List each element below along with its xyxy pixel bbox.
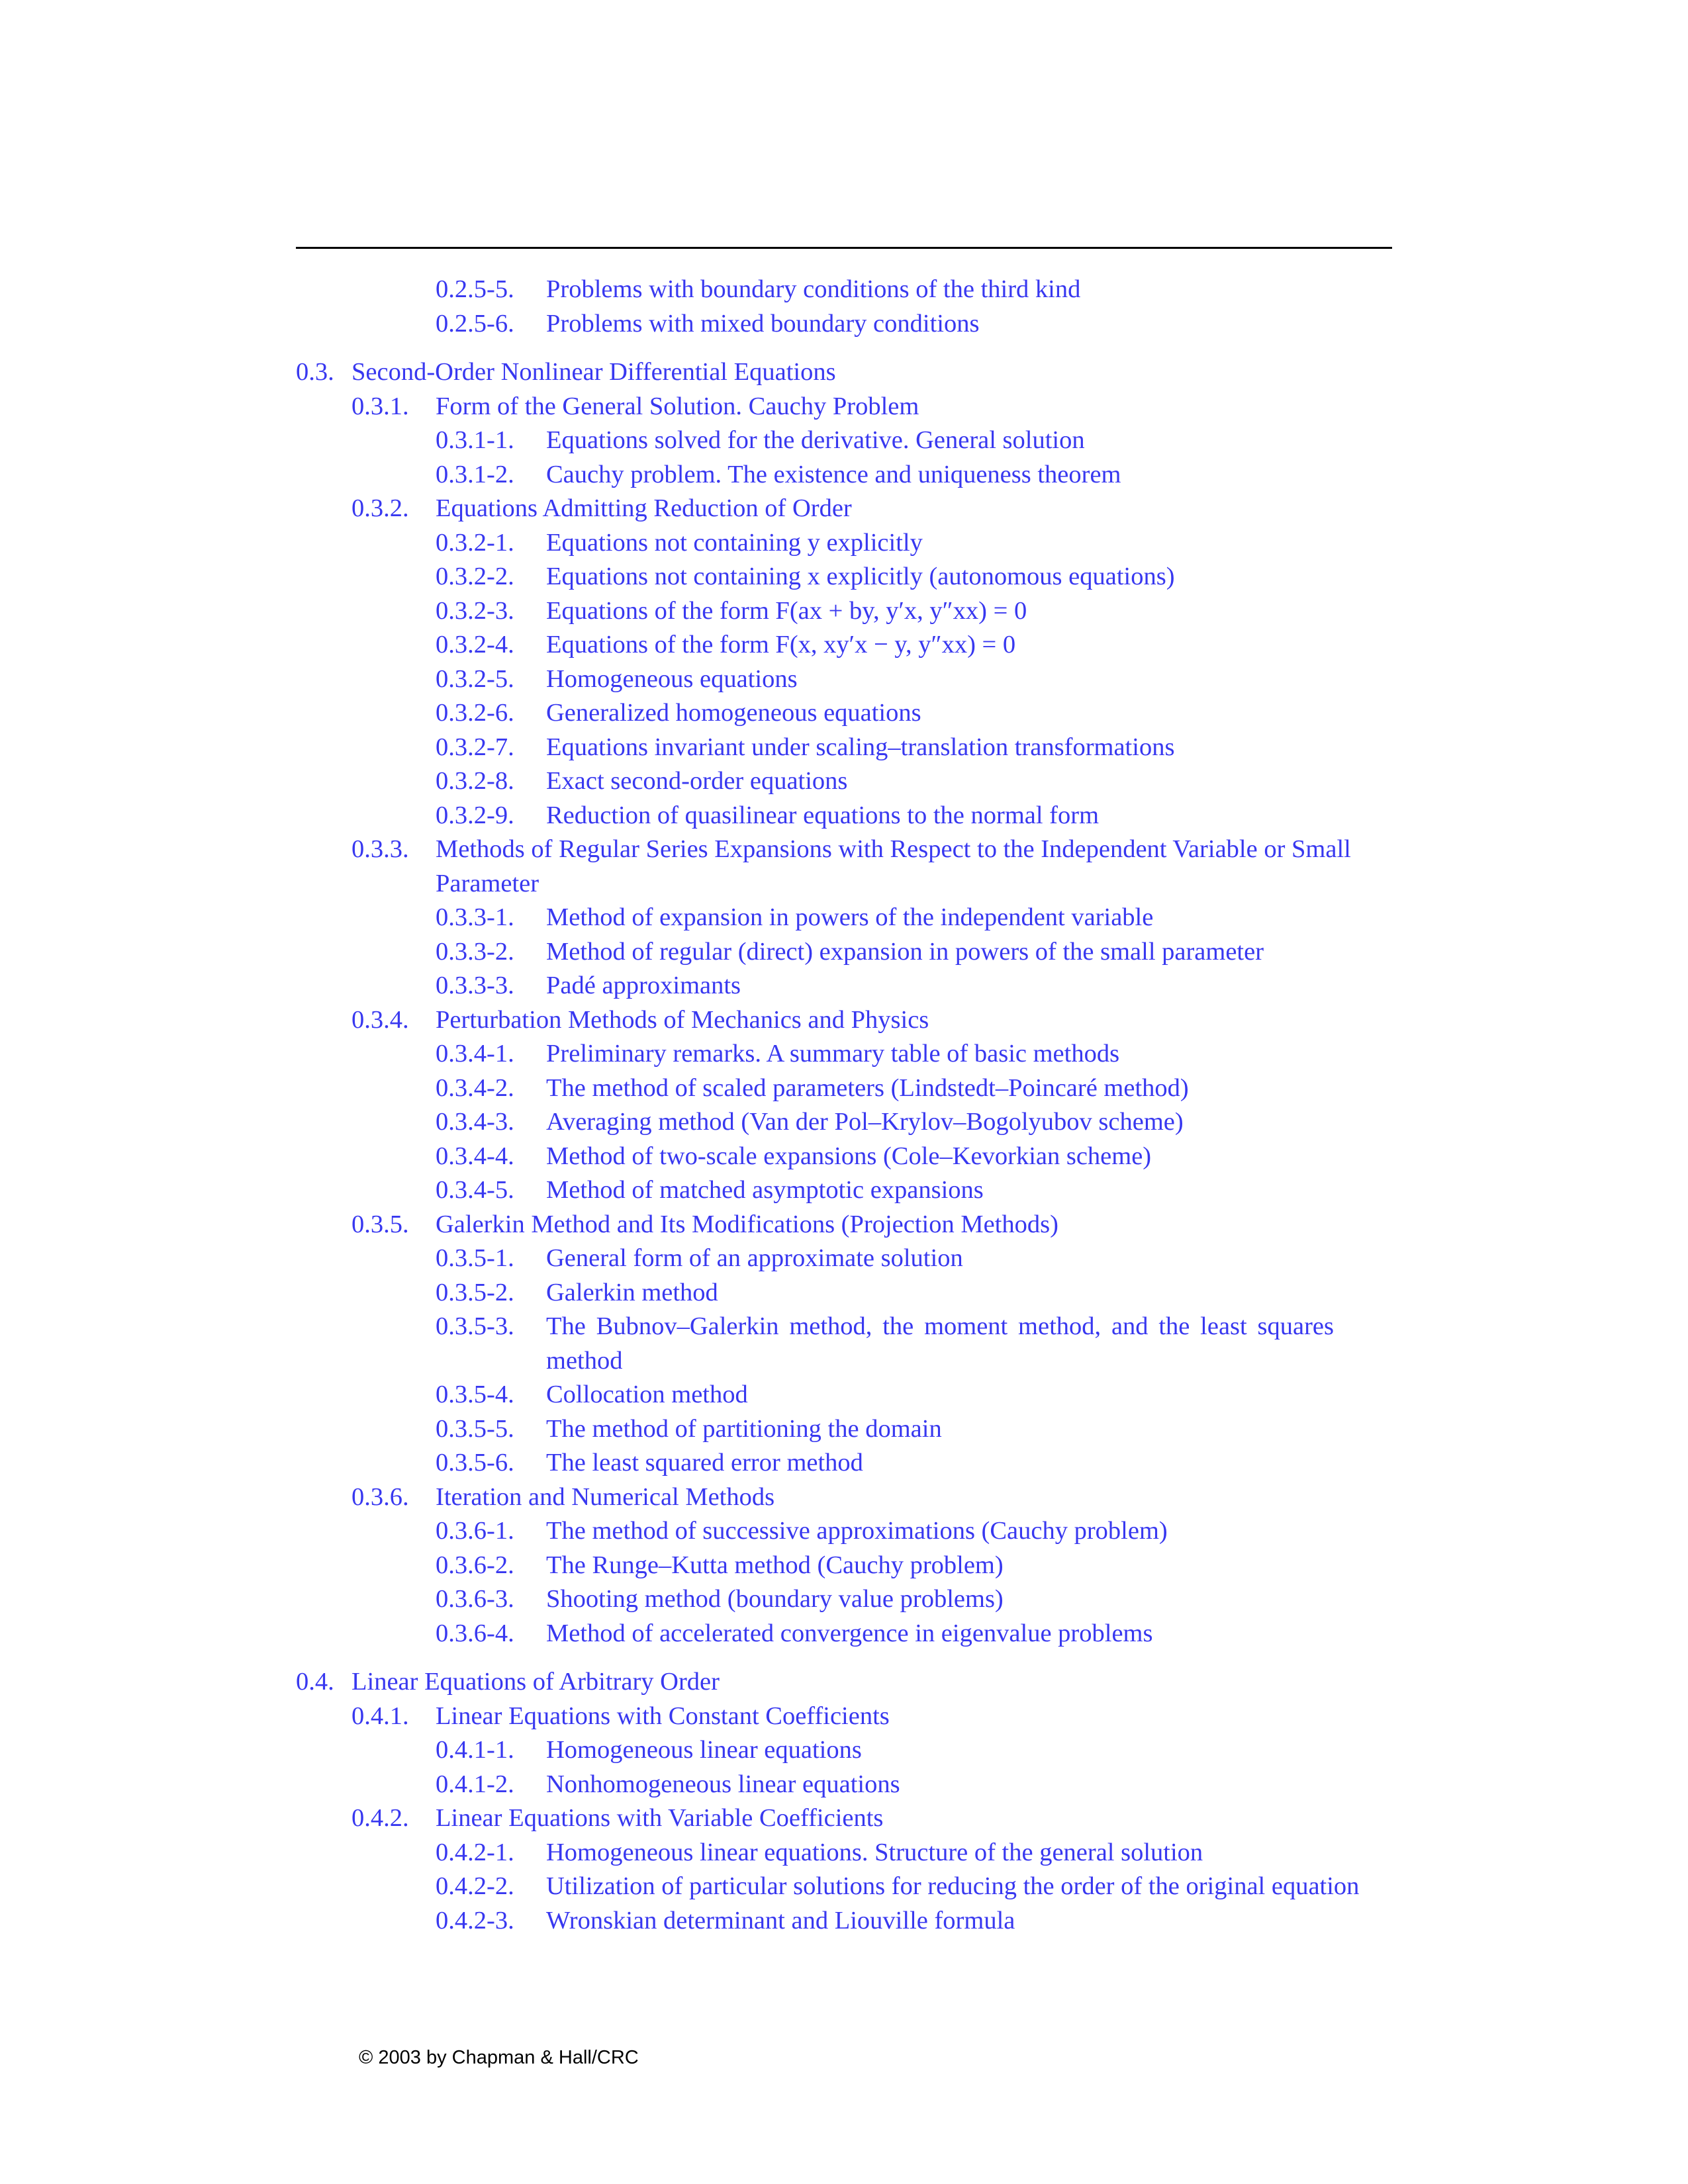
- toc-entry[interactable]: [296, 764, 1392, 799]
- toc-entry[interactable]: [296, 1904, 1392, 1938]
- toc-entry-title: Preliminary remarks. A summary table of basic methods: [546, 1040, 1120, 1068]
- toc-entry-title: Cauchy problem. The existence and uniqueness theorem: [546, 460, 1121, 488]
- toc-entry-title: Linear Equations of Arbitrary Order: [352, 1668, 720, 1696]
- toc-entry[interactable]: [296, 1733, 1392, 1768]
- toc-entry-title: Collocation method: [546, 1381, 748, 1408]
- toc-entry-number: 0.2.5-5.: [436, 275, 514, 303]
- toc-entry[interactable]: [296, 1617, 1392, 1651]
- toc-entry-number: 0.4.2-2.: [436, 1872, 514, 1900]
- toc-entry-number: 0.3.4-4.: [436, 1142, 514, 1170]
- toc-entry-title: Padé approximants: [546, 972, 741, 999]
- toc-subsection[interactable]: [296, 1003, 1392, 1038]
- toc-entry-number: 0.3.5-3.: [436, 1312, 514, 1340]
- toc-entry-title: Generalized homogeneous equations: [546, 699, 921, 727]
- toc-entry[interactable]: [296, 1836, 1392, 1870]
- toc-entry-number: 0.4.: [296, 1668, 334, 1696]
- toc-subsection[interactable]: [296, 1700, 1392, 1734]
- toc-entry[interactable]: [296, 560, 1392, 594]
- toc-entry[interactable]: [296, 594, 1392, 629]
- toc-entry-title: Homogeneous linear equations: [546, 1736, 862, 1764]
- toc-entry-number: 0.3.5.: [352, 1210, 409, 1238]
- toc-entry-number: 0.3.3-3.: [436, 972, 514, 999]
- toc-entry[interactable]: [296, 1870, 1392, 1904]
- toc-entry-number: 0.3.3-2.: [436, 937, 514, 966]
- toc-entry[interactable]: [296, 1412, 1392, 1447]
- toc-entry-title: The method of scaled parameters (Lindstedt–Poincaré method): [546, 1073, 1189, 1102]
- toc-entry-number: 0.3.6-4.: [436, 1619, 514, 1647]
- toc-entry-number: 0.3.5-4.: [436, 1381, 514, 1408]
- toc-entry-title: Equations not containing y explicitly: [546, 528, 923, 557]
- toc-entry-number: 0.3.3-1.: [436, 903, 514, 931]
- toc-entry-number: 0.3.4-1.: [436, 1040, 514, 1068]
- toc-subsection[interactable]: [296, 833, 1392, 901]
- toc-entry-title: Galerkin method: [546, 1278, 718, 1306]
- toc-entry[interactable]: [296, 935, 1392, 970]
- toc-entry[interactable]: [296, 901, 1392, 935]
- copyright-footer: © 2003 by Chapman & Hall/CRC: [359, 2047, 639, 2068]
- toc-subsection[interactable]: [296, 1480, 1392, 1515]
- toc-entry-number: 0.3.2-6.: [436, 699, 514, 727]
- toc-entry-number: 0.3.5-1.: [436, 1244, 514, 1272]
- toc-section-heading[interactable]: [296, 1665, 1392, 1700]
- toc-entry[interactable]: [296, 458, 1392, 492]
- toc-subsection[interactable]: [296, 492, 1392, 526]
- toc-entry-number: 0.4.2-3.: [436, 1906, 514, 1934]
- toc-entry-number: 0.3.4-3.: [436, 1108, 514, 1136]
- toc-entry-title: Form of the General Solution. Cauchy Problem: [436, 392, 919, 420]
- toc-entry-number: 0.3.1-2.: [436, 460, 514, 488]
- toc-entry-title: Linear Equations with Constant Coefficients: [436, 1702, 890, 1730]
- toc-entry-number: 0.3.4-2.: [436, 1073, 514, 1102]
- toc-entry-number: 0.3.6-2.: [436, 1551, 514, 1579]
- toc-entry[interactable]: [296, 526, 1392, 561]
- toc-entry-number: 0.3.2-4.: [436, 631, 514, 659]
- toc-entry[interactable]: [296, 1242, 1392, 1276]
- toc-entry-title: Nonhomogeneous linear equations: [546, 1770, 900, 1798]
- toc-entry-title: Equations solved for the derivative. General solution: [546, 426, 1085, 454]
- toc-entry-title: Linear Equations with Variable Coefficients: [436, 1804, 884, 1832]
- toc-entry-number: 0.3.6-1.: [436, 1517, 514, 1545]
- toc-entry-number: 0.3.5-2.: [436, 1278, 514, 1306]
- toc-entry-number: 0.3.1.: [352, 392, 409, 420]
- toc-entry-title: General form of an approximate solution: [546, 1244, 963, 1272]
- toc-entry-number: 0.3.6.: [352, 1482, 409, 1511]
- toc-entry-title: The method of successive approximations (Cauchy problem): [546, 1517, 1168, 1545]
- toc-entry-number: 0.4.2-1.: [436, 1838, 514, 1866]
- toc-entry-title: Method of regular (direct) expansion in powers of the small parameter: [546, 937, 1264, 966]
- toc-entry[interactable]: [296, 628, 1392, 662]
- toc-entry-number: 0.4.1.: [352, 1702, 409, 1730]
- toc-entry-title: Utilization of particular solutions for reducing the order of the original equation: [546, 1872, 1360, 1900]
- toc-entry-number: 0.3.5-6.: [436, 1449, 514, 1477]
- toc-entry-title: Wronskian determinant and Liouville formula: [546, 1906, 1015, 1934]
- toc-entry[interactable]: [296, 1549, 1392, 1583]
- toc-subsection[interactable]: [296, 1208, 1392, 1242]
- toc-entry-title: Exact second-order equations: [546, 767, 848, 795]
- header-rule: [296, 247, 1392, 249]
- toc-entry-title: Second-Order Nonlinear Differential Equations: [352, 358, 836, 386]
- toc-entry-number: 0.3.6-3.: [436, 1585, 514, 1613]
- toc-entry[interactable]: [296, 273, 1392, 307]
- toc-subsection[interactable]: [296, 1801, 1392, 1836]
- toc-entry-number: 0.3.5-5.: [436, 1414, 514, 1443]
- toc-entry[interactable]: [296, 1446, 1392, 1480]
- toc-entry-number: 0.3.2-3.: [436, 596, 514, 625]
- toc-entry-title: Equations invariant under scaling–translation transformations: [546, 733, 1175, 761]
- toc-entry-title: Equations Admitting Reduction of Order: [436, 494, 852, 522]
- toc-entry-title: Equations of the form F(ax + by, y′x, y″xx) = 0: [546, 596, 1027, 625]
- toc-entry-number: 0.3.3.: [352, 835, 409, 863]
- toc-entry-number: 0.3.2-1.: [436, 528, 514, 557]
- toc-subsection[interactable]: [296, 390, 1392, 424]
- toc-entry[interactable]: [296, 1037, 1392, 1071]
- toc-entry-title: The least squared error method: [546, 1449, 863, 1477]
- toc-entry[interactable]: [296, 1140, 1392, 1174]
- toc-entry-title: Equations of the form F(x, xy′x − y, y″xx) = 0: [546, 631, 1016, 659]
- toc-entry-title: Method of expansion in powers of the independent variable: [546, 903, 1154, 931]
- toc-entry-title: Shooting method (boundary value problems): [546, 1585, 1004, 1613]
- toc-entry[interactable]: [296, 1105, 1392, 1140]
- toc-entry-title: Homogeneous equations: [546, 664, 798, 693]
- toc-entry-number: 0.3.1-1.: [436, 426, 514, 454]
- toc-entry-title: Method of matched asymptotic expansions: [546, 1176, 984, 1204]
- toc-entry-title: The Runge–Kutta method (Cauchy problem): [546, 1551, 1004, 1579]
- toc-entry[interactable]: [296, 731, 1392, 765]
- toc-entry-number: 0.3.2-2.: [436, 563, 514, 590]
- toc-entry-number: 0.3.2-9.: [436, 801, 514, 829]
- toc-entry-title: Problems with mixed boundary conditions: [546, 309, 980, 338]
- toc-entry[interactable]: [296, 1276, 1392, 1310]
- toc-entry-number: 0.4.2.: [352, 1804, 409, 1832]
- toc-entry-title: Perturbation Methods of Mechanics and Physics: [436, 1005, 929, 1034]
- toc-entry-title: Iteration and Numerical Methods: [436, 1482, 775, 1511]
- toc-entry[interactable]: [296, 307, 1392, 341]
- toc-entry[interactable]: [296, 696, 1392, 731]
- toc-entry-number: 0.2.5-6.: [436, 309, 514, 338]
- toc-entry-number: 0.3.2-7.: [436, 733, 514, 761]
- toc-entry-title: Homogeneous linear equations. Structure of the general solution: [546, 1838, 1203, 1866]
- toc-entry-title: Equations not containing x explicitly (autonomous equations): [546, 563, 1175, 590]
- toc-entry[interactable]: [296, 424, 1392, 458]
- toc-entry-number: 0.4.1-2.: [436, 1770, 514, 1798]
- toc-entry-title: Problems with boundary conditions of the third kind: [546, 275, 1081, 303]
- toc-entry[interactable]: [296, 799, 1392, 833]
- toc-entry-title: Method of two-scale expansions (Cole–Kevorkian scheme): [546, 1142, 1152, 1170]
- toc-entry[interactable]: [296, 1582, 1392, 1617]
- toc-entry-number: 0.3.2-8.: [436, 767, 514, 795]
- toc-entry-title: Reduction of quasilinear equations to the normal form: [546, 801, 1100, 829]
- toc-entry-number: 0.3.2.: [352, 494, 409, 522]
- toc-entry-number: 0.3.: [296, 358, 334, 386]
- toc-entry[interactable]: [296, 1378, 1392, 1412]
- toc-entry[interactable]: [296, 1768, 1392, 1802]
- table-of-contents: [296, 273, 1392, 1938]
- toc-entry-title: Method of accelerated convergence in eigenvalue problems: [546, 1619, 1153, 1647]
- toc-entry[interactable]: [296, 1173, 1392, 1208]
- toc-section-heading[interactable]: [296, 355, 1392, 390]
- toc-entry-title: The Bubnov–Galerkin method, the moment method, and the least squares method: [546, 1312, 1334, 1375]
- toc-entry-title: The method of partitioning the domain: [546, 1414, 942, 1443]
- toc-entry-number: 0.3.4-5.: [436, 1176, 514, 1204]
- toc-entry-number: 0.3.2-5.: [436, 664, 514, 693]
- toc-entry-number: 0.3.4.: [352, 1005, 409, 1034]
- toc-entry-number: 0.4.1-1.: [436, 1736, 514, 1764]
- toc-entry[interactable]: [296, 1514, 1392, 1549]
- toc-entry[interactable]: [296, 969, 1392, 1003]
- toc-entry[interactable]: [296, 1310, 1392, 1378]
- toc-entry-title: Averaging method (Van der Pol–Krylov–Bogolyubov scheme): [546, 1108, 1184, 1136]
- toc-entry[interactable]: [296, 662, 1392, 697]
- toc-entry[interactable]: [296, 1071, 1392, 1106]
- toc-entry-title: Methods of Regular Series Expansions with Respect to the Independent Variable or Small Parameter: [436, 835, 1351, 897]
- toc-entry-title: Galerkin Method and Its Modifications (Projection Methods): [436, 1210, 1058, 1238]
